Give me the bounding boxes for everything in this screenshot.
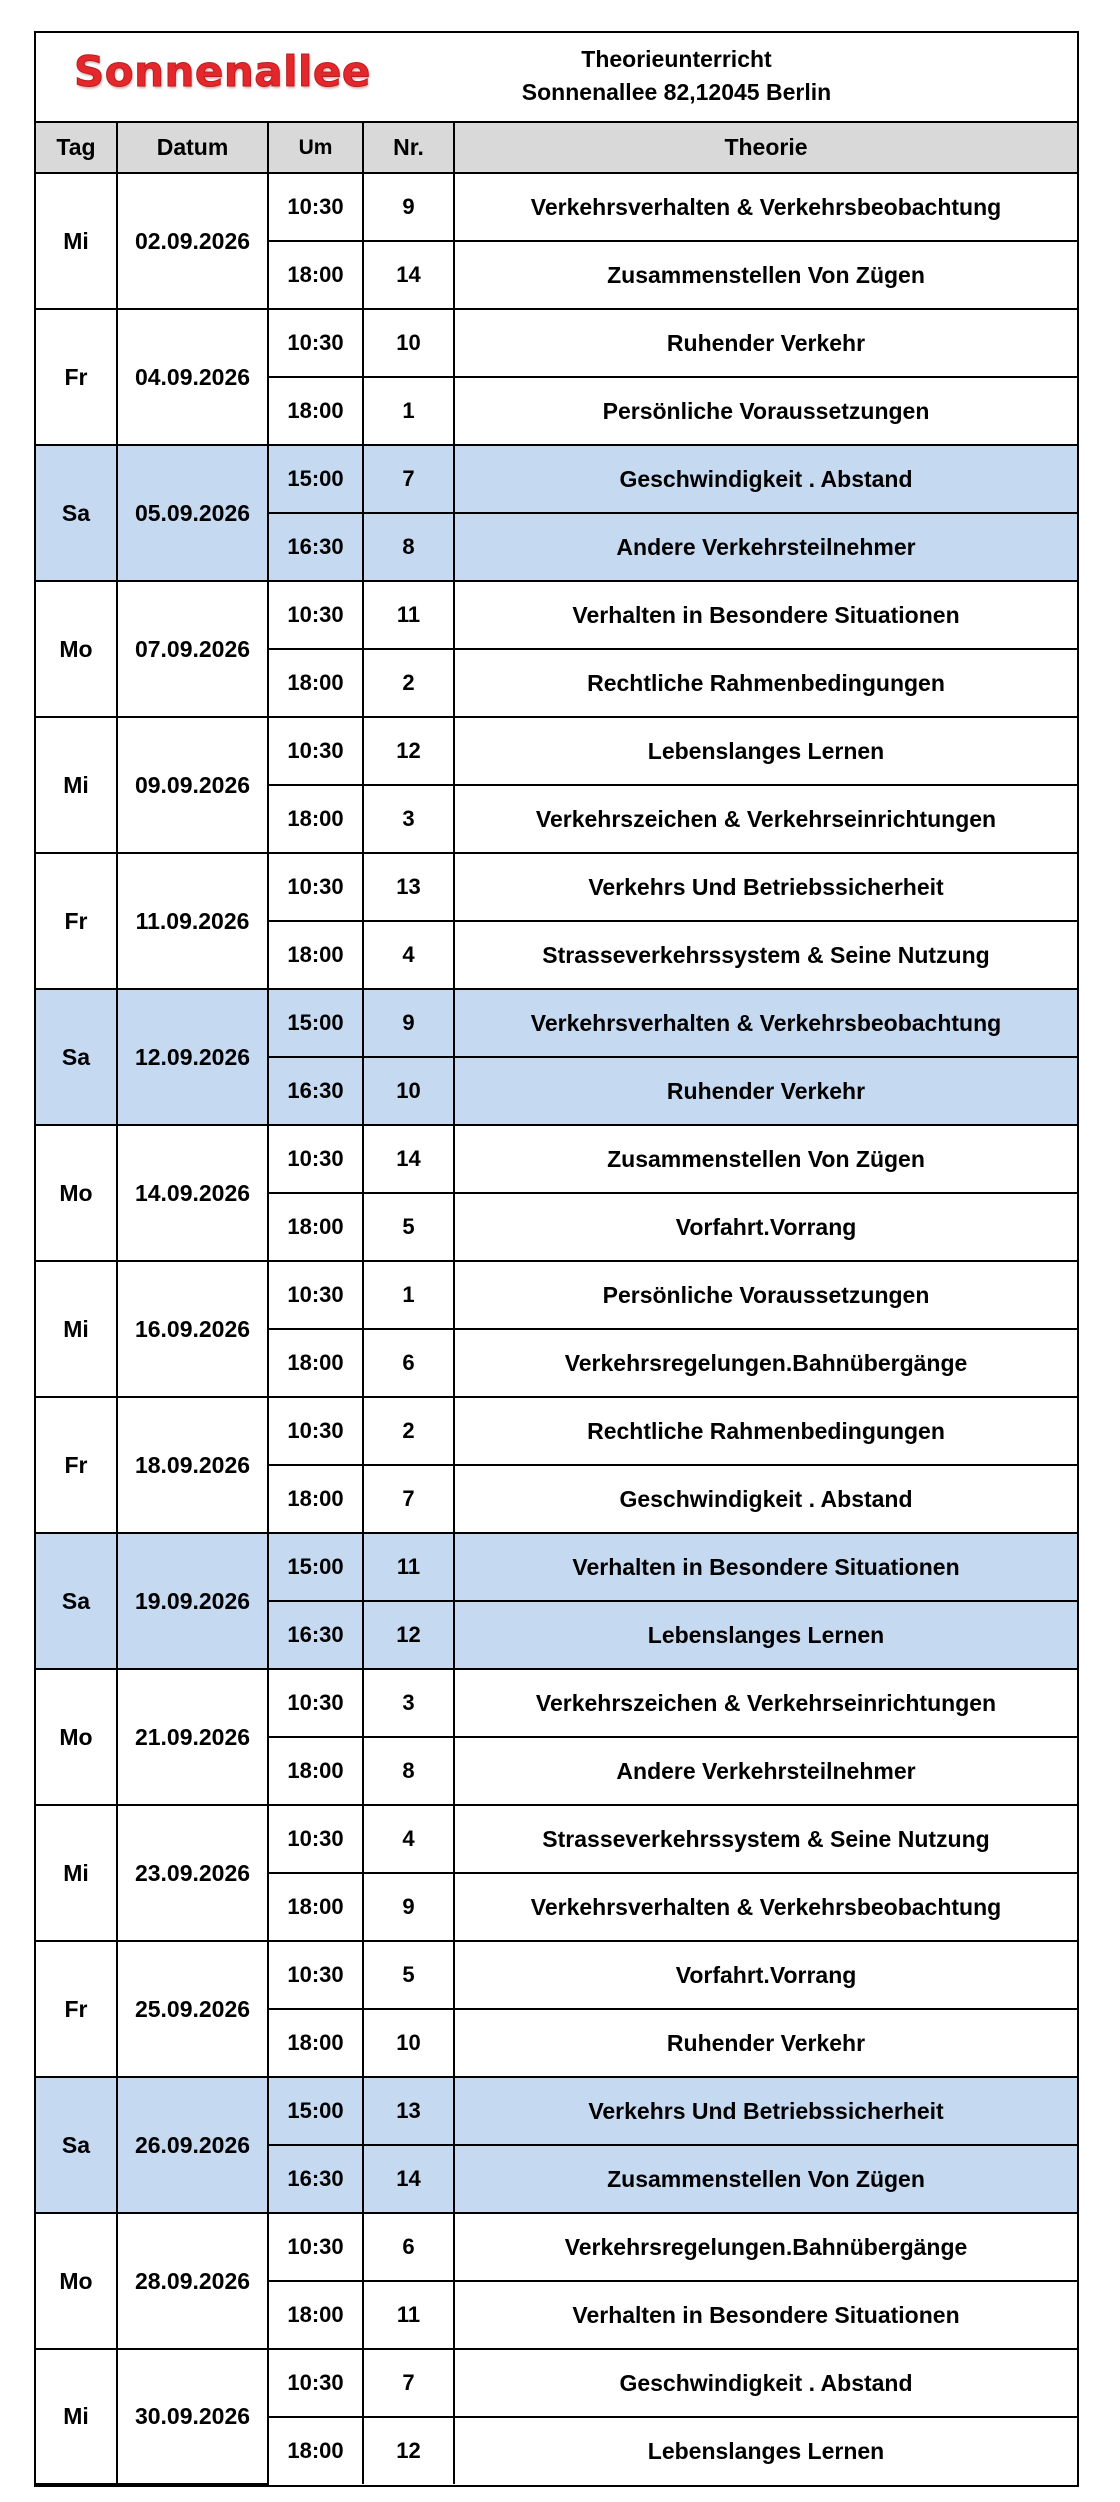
topic-cell: Verkehrsverhalten & Verkehrsbeobachtung xyxy=(454,1873,1077,1941)
lesson-number-cell: 12 xyxy=(363,1601,454,1669)
lesson-number-cell: 8 xyxy=(363,513,454,581)
day-cell: Mo xyxy=(36,1669,117,1805)
table-row xyxy=(36,1941,1077,2009)
date-cell: 14.09.2026 xyxy=(117,1125,268,1261)
date-cell: 09.09.2026 xyxy=(117,717,268,853)
topic-cell: Geschwindigkeit . Abstand xyxy=(454,445,1077,513)
topic-cell: Ruhender Verkehr xyxy=(454,1057,1077,1125)
topic-cell: Verhalten in Besondere Situationen xyxy=(454,1533,1077,1601)
lesson-number-cell: 9 xyxy=(363,1873,454,1941)
lesson-number-cell: 7 xyxy=(363,445,454,513)
column-header-datum: Datum xyxy=(117,123,268,173)
day-cell: Fr xyxy=(36,1941,117,2077)
time-cell: 18:00 xyxy=(268,2009,363,2077)
topic-cell: Verhalten in Besondere Situationen xyxy=(454,2281,1077,2349)
time-cell: 10:30 xyxy=(268,2349,363,2417)
topic-cell: Strasseverkehrssystem & Seine Nutzung xyxy=(454,921,1077,989)
time-cell: 18:00 xyxy=(268,2281,363,2349)
topic-cell: Verkehrsregelungen.Bahnübergänge xyxy=(454,1329,1077,1397)
lesson-number-cell: 5 xyxy=(363,1193,454,1261)
lesson-number-cell: 11 xyxy=(363,581,454,649)
time-cell: 15:00 xyxy=(268,989,363,1057)
schedule-body xyxy=(36,173,1077,2484)
column-header-tag: Tag xyxy=(36,123,117,173)
table-row xyxy=(36,2349,1077,2417)
day-cell: Sa xyxy=(36,1533,117,1669)
lesson-number-cell: 10 xyxy=(363,1057,454,1125)
time-cell: 16:30 xyxy=(268,2145,363,2213)
topic-cell: Zusammenstellen Von Zügen xyxy=(454,2145,1077,2213)
topic-cell: Verkehrs Und Betriebssicherheit xyxy=(454,2077,1077,2145)
topic-cell: Lebenslanges Lernen xyxy=(454,1601,1077,1669)
topic-cell: Ruhender Verkehr xyxy=(454,309,1077,377)
table-row xyxy=(36,173,1077,241)
column-header-nr: Nr. xyxy=(363,123,454,173)
table-row xyxy=(36,1125,1077,1193)
day-cell: Mo xyxy=(36,581,117,717)
topic-cell: Strasseverkehrssystem & Seine Nutzung xyxy=(454,1805,1077,1873)
date-cell: 04.09.2026 xyxy=(117,309,268,445)
time-cell: 18:00 xyxy=(268,377,363,445)
day-cell: Sa xyxy=(36,2077,117,2213)
topic-cell: Rechtliche Rahmenbedingungen xyxy=(454,649,1077,717)
time-cell: 15:00 xyxy=(268,1533,363,1601)
topic-cell: Geschwindigkeit . Abstand xyxy=(454,1465,1077,1533)
topic-cell: Verkehrsverhalten & Verkehrsbeobachtung xyxy=(454,989,1077,1057)
lesson-number-cell: 1 xyxy=(363,1261,454,1329)
lesson-number-cell: 5 xyxy=(363,1941,454,2009)
time-cell: 18:00 xyxy=(268,921,363,989)
time-cell: 18:00 xyxy=(268,1465,363,1533)
table-header-row xyxy=(36,123,1077,173)
time-cell: 16:30 xyxy=(268,1601,363,1669)
time-cell: 10:30 xyxy=(268,581,363,649)
topic-cell: Andere Verkehrsteilnehmer xyxy=(454,1737,1077,1805)
time-cell: 10:30 xyxy=(268,173,363,241)
time-cell: 10:30 xyxy=(268,717,363,785)
topic-cell: Verkehrsverhalten & Verkehrsbeobachtung xyxy=(454,173,1077,241)
lesson-number-cell: 13 xyxy=(363,853,454,921)
topic-cell: Verkehrszeichen & Verkehrseinrichtungen xyxy=(454,1669,1077,1737)
time-cell: 15:00 xyxy=(268,2077,363,2145)
lesson-number-cell: 7 xyxy=(363,2349,454,2417)
day-cell: Mi xyxy=(36,717,117,853)
time-cell: 10:30 xyxy=(268,1805,363,1873)
topic-cell: Verkehrs Und Betriebssicherheit xyxy=(454,853,1077,921)
topic-cell: Zusammenstellen Von Zügen xyxy=(454,241,1077,309)
lesson-number-cell: 3 xyxy=(363,785,454,853)
date-cell: 23.09.2026 xyxy=(117,1805,268,1941)
topic-cell: Persönliche Voraussetzungen xyxy=(454,377,1077,445)
day-cell: Sa xyxy=(36,445,117,581)
topic-cell: Lebenslanges Lernen xyxy=(454,2417,1077,2484)
time-cell: 18:00 xyxy=(268,1193,363,1261)
date-cell: 26.09.2026 xyxy=(117,2077,268,2213)
lesson-number-cell: 12 xyxy=(363,2417,454,2484)
lesson-number-cell: 9 xyxy=(363,989,454,1057)
date-cell: 30.09.2026 xyxy=(117,2349,268,2484)
lesson-number-cell: 8 xyxy=(363,1737,454,1805)
table-row xyxy=(36,989,1077,1057)
time-cell: 18:00 xyxy=(268,1737,363,1805)
date-cell: 21.09.2026 xyxy=(117,1669,268,1805)
time-cell: 10:30 xyxy=(268,1125,363,1193)
date-cell: 12.09.2026 xyxy=(117,989,268,1125)
day-cell: Mi xyxy=(36,1261,117,1397)
table-row xyxy=(36,717,1077,785)
table-row xyxy=(36,2213,1077,2281)
date-cell: 11.09.2026 xyxy=(117,853,268,989)
day-cell: Fr xyxy=(36,309,117,445)
lesson-number-cell: 12 xyxy=(363,717,454,785)
schedule-header xyxy=(36,33,1077,123)
time-cell: 10:30 xyxy=(268,853,363,921)
day-cell: Mi xyxy=(36,173,117,309)
table-row xyxy=(36,1805,1077,1873)
topic-cell: Verkehrszeichen & Verkehrseinrichtungen xyxy=(454,785,1077,853)
lesson-number-cell: 4 xyxy=(363,1805,454,1873)
time-cell: 10:30 xyxy=(268,1941,363,2009)
lesson-number-cell: 10 xyxy=(363,309,454,377)
topic-cell: Andere Verkehrsteilnehmer xyxy=(454,513,1077,581)
topic-cell: Lebenslanges Lernen xyxy=(454,717,1077,785)
day-cell: Fr xyxy=(36,853,117,989)
schedule-sheet xyxy=(34,31,1079,2487)
day-cell: Sa xyxy=(36,989,117,1125)
lesson-number-cell: 6 xyxy=(363,2213,454,2281)
lesson-number-cell: 1 xyxy=(363,377,454,445)
date-cell: 07.09.2026 xyxy=(117,581,268,717)
time-cell: 10:30 xyxy=(268,1261,363,1329)
date-cell: 25.09.2026 xyxy=(117,1941,268,2077)
lesson-number-cell: 14 xyxy=(363,241,454,309)
time-cell: 15:00 xyxy=(268,445,363,513)
page-title: Theorieunterricht xyxy=(581,46,772,72)
table-row xyxy=(36,445,1077,513)
day-cell: Mi xyxy=(36,2349,117,2484)
header-titles xyxy=(336,43,1017,109)
date-cell: 28.09.2026 xyxy=(117,2213,268,2349)
lesson-number-cell: 14 xyxy=(363,1125,454,1193)
day-cell: Fr xyxy=(36,1397,117,1533)
schedule-table xyxy=(36,123,1077,2485)
topic-cell: Verhalten in Besondere Situationen xyxy=(454,581,1077,649)
column-header-theorie: Theorie xyxy=(454,123,1077,173)
time-cell: 16:30 xyxy=(268,513,363,581)
table-row xyxy=(36,2077,1077,2145)
topic-cell: Zusammenstellen Von Zügen xyxy=(454,1125,1077,1193)
address: Sonnenallee 82,12045 Berlin xyxy=(521,79,832,105)
time-cell: 18:00 xyxy=(268,241,363,309)
date-cell: 02.09.2026 xyxy=(117,173,268,309)
table-row xyxy=(36,1397,1077,1465)
table-row xyxy=(36,581,1077,649)
day-cell: Mo xyxy=(36,2213,117,2349)
lesson-number-cell: 13 xyxy=(363,2077,454,2145)
topic-cell: Geschwindigkeit . Abstand xyxy=(454,2349,1077,2417)
lesson-number-cell: 3 xyxy=(363,1669,454,1737)
topic-cell: Ruhender Verkehr xyxy=(454,2009,1077,2077)
lesson-number-cell: 10 xyxy=(363,2009,454,2077)
time-cell: 18:00 xyxy=(268,785,363,853)
date-cell: 05.09.2026 xyxy=(117,445,268,581)
lesson-number-cell: 2 xyxy=(363,1397,454,1465)
lesson-number-cell: 6 xyxy=(363,1329,454,1397)
time-cell: 18:00 xyxy=(268,649,363,717)
sonnenallee-logo: Sonnenallee xyxy=(74,47,371,96)
topic-cell: Verkehrsregelungen.Bahnübergänge xyxy=(454,2213,1077,2281)
time-cell: 10:30 xyxy=(268,1669,363,1737)
lesson-number-cell: 4 xyxy=(363,921,454,989)
lesson-number-cell: 11 xyxy=(363,2281,454,2349)
time-cell: 16:30 xyxy=(268,1057,363,1125)
date-cell: 16.09.2026 xyxy=(117,1261,268,1397)
topic-cell: Rechtliche Rahmenbedingungen xyxy=(454,1397,1077,1465)
topic-cell: Vorfahrt.Vorrang xyxy=(454,1193,1077,1261)
date-cell: 19.09.2026 xyxy=(117,1533,268,1669)
table-row xyxy=(36,1669,1077,1737)
column-header-um: Um xyxy=(268,123,363,173)
time-cell: 10:30 xyxy=(268,2213,363,2281)
lesson-number-cell: 14 xyxy=(363,2145,454,2213)
lesson-number-cell: 7 xyxy=(363,1465,454,1533)
lesson-number-cell: 9 xyxy=(363,173,454,241)
time-cell: 18:00 xyxy=(268,1329,363,1397)
lesson-number-cell: 11 xyxy=(363,1533,454,1601)
time-cell: 18:00 xyxy=(268,1873,363,1941)
time-cell: 10:30 xyxy=(268,1397,363,1465)
table-row xyxy=(36,853,1077,921)
lesson-number-cell: 2 xyxy=(363,649,454,717)
topic-cell: Vorfahrt.Vorrang xyxy=(454,1941,1077,2009)
table-row xyxy=(36,1533,1077,1601)
time-cell: 18:00 xyxy=(268,2417,363,2484)
table-row xyxy=(36,309,1077,377)
table-row xyxy=(36,1261,1077,1329)
day-cell: Mo xyxy=(36,1125,117,1261)
time-cell: 10:30 xyxy=(268,309,363,377)
day-cell: Mi xyxy=(36,1805,117,1941)
date-cell: 18.09.2026 xyxy=(117,1397,268,1533)
topic-cell: Persönliche Voraussetzungen xyxy=(454,1261,1077,1329)
